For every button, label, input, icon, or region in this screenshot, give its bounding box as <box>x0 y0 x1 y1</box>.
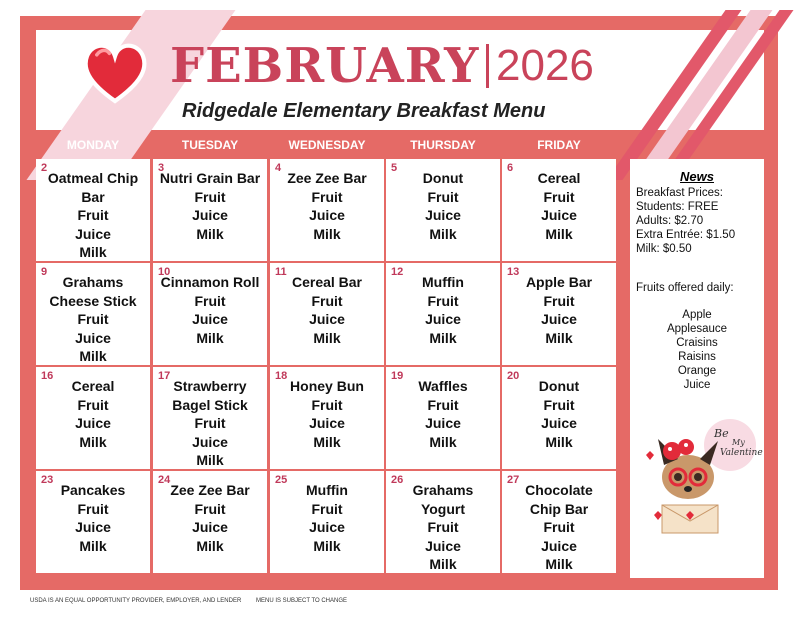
menu-item: Fruit <box>543 519 575 535</box>
valentine-text: My <box>732 438 745 447</box>
menu-item: Fruit <box>311 500 343 517</box>
menu-item: Milk <box>313 433 341 450</box>
date-number: 23 <box>41 474 54 486</box>
valentine-text: Valentine <box>720 448 763 458</box>
menu-item: Milk <box>545 433 573 450</box>
menu-item: Juice <box>192 207 228 223</box>
menu-item: Juice <box>425 415 461 431</box>
menu-item: Zee Zee Bar <box>287 170 367 186</box>
menu-item: Juice <box>75 329 111 346</box>
menu-item: Cheese Stick <box>49 292 137 309</box>
menu-item: Juice <box>192 311 228 327</box>
menu-items <box>270 273 384 347</box>
menu-item: Juice <box>541 415 577 431</box>
menu-item: Fruit <box>194 292 226 309</box>
menu-item: Milk <box>196 225 224 242</box>
menu-item: Juice <box>309 519 345 535</box>
menu-item: Muffin <box>422 274 464 290</box>
date-number: 10 <box>158 266 171 278</box>
menu-subtitle: Ridgedale Elementary Breakfast Menu <box>182 100 546 122</box>
menu-item: Juice <box>192 519 228 535</box>
day-header-friday: FRIDAY <box>537 138 581 152</box>
day-cell <box>153 159 267 261</box>
day-header-tuesday: TUESDAY <box>181 138 239 152</box>
menu-item: Fruit <box>427 396 459 413</box>
menu-items <box>270 377 384 451</box>
menu-items <box>153 481 267 555</box>
menu-item: Juice <box>75 225 111 242</box>
day-header-wednesday: WEDNESDAY <box>288 138 366 152</box>
menu-items <box>502 273 616 347</box>
menu-item: Milk <box>79 433 107 450</box>
menu-item: Grahams <box>412 482 474 498</box>
menu-item: Milk <box>545 556 573 572</box>
day-cell <box>502 471 616 573</box>
date-number: 27 <box>507 474 520 486</box>
date-number: 16 <box>41 370 54 382</box>
menu-item: Milk <box>429 433 457 450</box>
fruit-list <box>630 308 764 392</box>
month-title: FEBRUARY <box>170 38 480 94</box>
date-number: 25 <box>275 474 288 486</box>
menu-item: Milk <box>196 452 224 468</box>
menu-items <box>36 273 150 366</box>
day-cell <box>153 471 267 573</box>
fruit-item: Raisins <box>678 351 716 363</box>
menu-item: Muffin <box>306 482 348 498</box>
menu-item: Milk <box>545 225 573 242</box>
menu-item: Juice <box>541 311 577 327</box>
day-cell <box>36 263 150 365</box>
date-number: 9 <box>41 266 48 278</box>
menu-item: Milk <box>429 329 457 346</box>
menu-item: Zee Zee Bar <box>170 482 250 498</box>
fruit-item: Applesauce <box>666 323 728 335</box>
menu-item: Milk <box>313 537 341 554</box>
day-cell <box>386 367 500 469</box>
menu-item: Milk <box>429 225 457 242</box>
menu-item: Waffles <box>418 378 468 394</box>
menu-item: Juice <box>309 311 345 327</box>
menu-item: Cereal Bar <box>291 274 363 290</box>
menu-item: Chocolate <box>525 482 593 498</box>
menu-item: Cinnamon Roll <box>160 274 260 290</box>
menu-item: Juice <box>425 537 461 554</box>
date-number: 24 <box>158 474 171 486</box>
menu-item: Milk <box>196 537 224 554</box>
menu-item: Fruit <box>543 188 575 205</box>
news-lines <box>636 186 764 256</box>
puppy-valentine-graphic <box>640 415 763 543</box>
menu-item: Fruit <box>427 519 459 535</box>
menu-item: Oatmeal Chip Bar <box>47 170 139 205</box>
menu-items <box>153 169 267 243</box>
menu-item: Juice <box>309 207 345 223</box>
day-cell <box>36 471 150 573</box>
date-number: 12 <box>391 266 404 278</box>
menu-items <box>386 169 500 243</box>
menu-item: Milk <box>545 329 573 346</box>
fruits-heading: Fruits offered daily: <box>636 282 734 294</box>
menu-item: Milk <box>313 329 341 346</box>
menu-item: Juice <box>541 207 577 223</box>
menu-items <box>153 377 267 470</box>
menu-item: Fruit <box>543 396 575 413</box>
news-line: Milk: $0.50 <box>636 243 692 255</box>
menu-items <box>386 273 500 347</box>
menu-items <box>502 481 616 574</box>
menu-item: Juice <box>75 519 111 535</box>
menu-item: Fruit <box>77 311 109 327</box>
date-number: 19 <box>391 370 404 382</box>
date-number: 3 <box>158 162 165 174</box>
menu-item: Donut <box>422 170 464 186</box>
day-cell <box>153 367 267 469</box>
date-number: 4 <box>275 162 282 174</box>
date-number: 26 <box>391 474 404 486</box>
date-number: 20 <box>507 370 520 382</box>
menu-item: Yogurt <box>420 500 466 517</box>
menu-item: Fruit <box>194 188 226 205</box>
date-number: 11 <box>275 266 287 278</box>
title-divider <box>486 44 489 88</box>
menu-item: Juice <box>541 537 577 554</box>
menu-item: Milk <box>79 244 107 260</box>
menu-items <box>270 169 384 243</box>
menu-item: Milk <box>429 556 457 572</box>
footer-usda: USDA IS AN EQUAL OPPORTUNITY PROVIDER, EMPLOYER, AND LENDER <box>30 598 242 604</box>
day-cell <box>270 367 384 469</box>
menu-item: Fruit <box>77 500 109 517</box>
day-cell <box>386 159 500 261</box>
menu-item: Juice <box>425 207 461 223</box>
menu-items <box>502 169 616 243</box>
news-line: Extra Entrée: $1.50 <box>636 229 736 241</box>
menu-item: Honey Bun <box>290 378 364 394</box>
menu-item: Fruit <box>77 207 109 223</box>
fruit-item: Orange <box>677 365 717 377</box>
menu-item: Fruit <box>194 500 226 517</box>
menu-item: Fruit <box>543 292 575 309</box>
news-line: Adults: $2.70 <box>636 215 704 227</box>
menu-items <box>153 273 267 347</box>
menu-item: Nutri Grain Bar <box>159 170 261 186</box>
menu-item: Fruit <box>77 396 109 413</box>
day-cell <box>386 263 500 365</box>
menu-item: Donut <box>538 378 580 394</box>
news-line: Students: FREE <box>636 201 719 213</box>
news-title: News <box>680 169 714 184</box>
menu-item: Apple Bar <box>525 274 593 290</box>
menu-item: Cereal <box>537 170 581 186</box>
menu-items <box>270 481 384 555</box>
fruit-item: Juice <box>683 379 711 391</box>
menu-item: Milk <box>79 537 107 554</box>
menu-item: Milk <box>313 225 341 242</box>
menu-item: Pancakes <box>60 482 126 498</box>
day-cell <box>502 159 616 261</box>
menu-item: Juice <box>309 415 345 431</box>
day-cell <box>270 471 384 573</box>
menu-items <box>36 377 150 451</box>
day-header-monday: MONDAY <box>66 138 120 152</box>
day-cell <box>36 159 150 261</box>
date-number: 17 <box>158 370 171 382</box>
menu-item: Chip Bar <box>529 500 589 517</box>
date-number: 13 <box>507 266 520 278</box>
day-cell <box>386 471 500 573</box>
menu-item: Juice <box>75 415 111 431</box>
menu-items <box>36 169 150 262</box>
menu-item: Cereal <box>71 378 115 394</box>
menu-item: Milk <box>196 329 224 346</box>
news-line: Breakfast Prices: <box>636 187 723 199</box>
menu-item: Juice <box>425 311 461 327</box>
menu-item: Fruit <box>311 188 343 205</box>
menu-items <box>502 377 616 451</box>
menu-items <box>386 481 500 574</box>
day-cell <box>153 263 267 365</box>
menu-item: Strawberry <box>173 378 247 394</box>
menu-item: Fruit <box>427 292 459 309</box>
day-cell <box>502 367 616 469</box>
date-number: 2 <box>41 162 48 174</box>
fruit-item: Craisins <box>676 337 718 349</box>
valentine-text: Be <box>714 427 729 440</box>
date-number: 18 <box>275 370 288 382</box>
menu-item: Fruit <box>194 415 226 431</box>
fruit-item: Apple <box>682 309 712 321</box>
menu-item: Milk <box>79 348 107 364</box>
menu-item: Fruit <box>311 292 343 309</box>
menu-item: Fruit <box>427 188 459 205</box>
footer-disclaimer: MENU IS SUBJECT TO CHANGE <box>256 598 348 604</box>
menu-item: Fruit <box>311 396 343 413</box>
day-cell <box>36 367 150 469</box>
day-cell <box>270 159 384 261</box>
day-cell <box>270 263 384 365</box>
menu-item: Grahams <box>62 274 124 290</box>
heart-icon <box>80 38 150 108</box>
year-title: 2026 <box>496 41 594 90</box>
menu-items <box>386 377 500 451</box>
day-header-thursday: THURSDAY <box>410 138 476 152</box>
menu-item: Juice <box>192 433 228 450</box>
date-number: 6 <box>507 162 514 174</box>
day-cell <box>502 263 616 365</box>
date-number: 5 <box>391 162 398 174</box>
menu-item: Bagel Stick <box>172 396 248 413</box>
menu-items <box>36 481 150 555</box>
